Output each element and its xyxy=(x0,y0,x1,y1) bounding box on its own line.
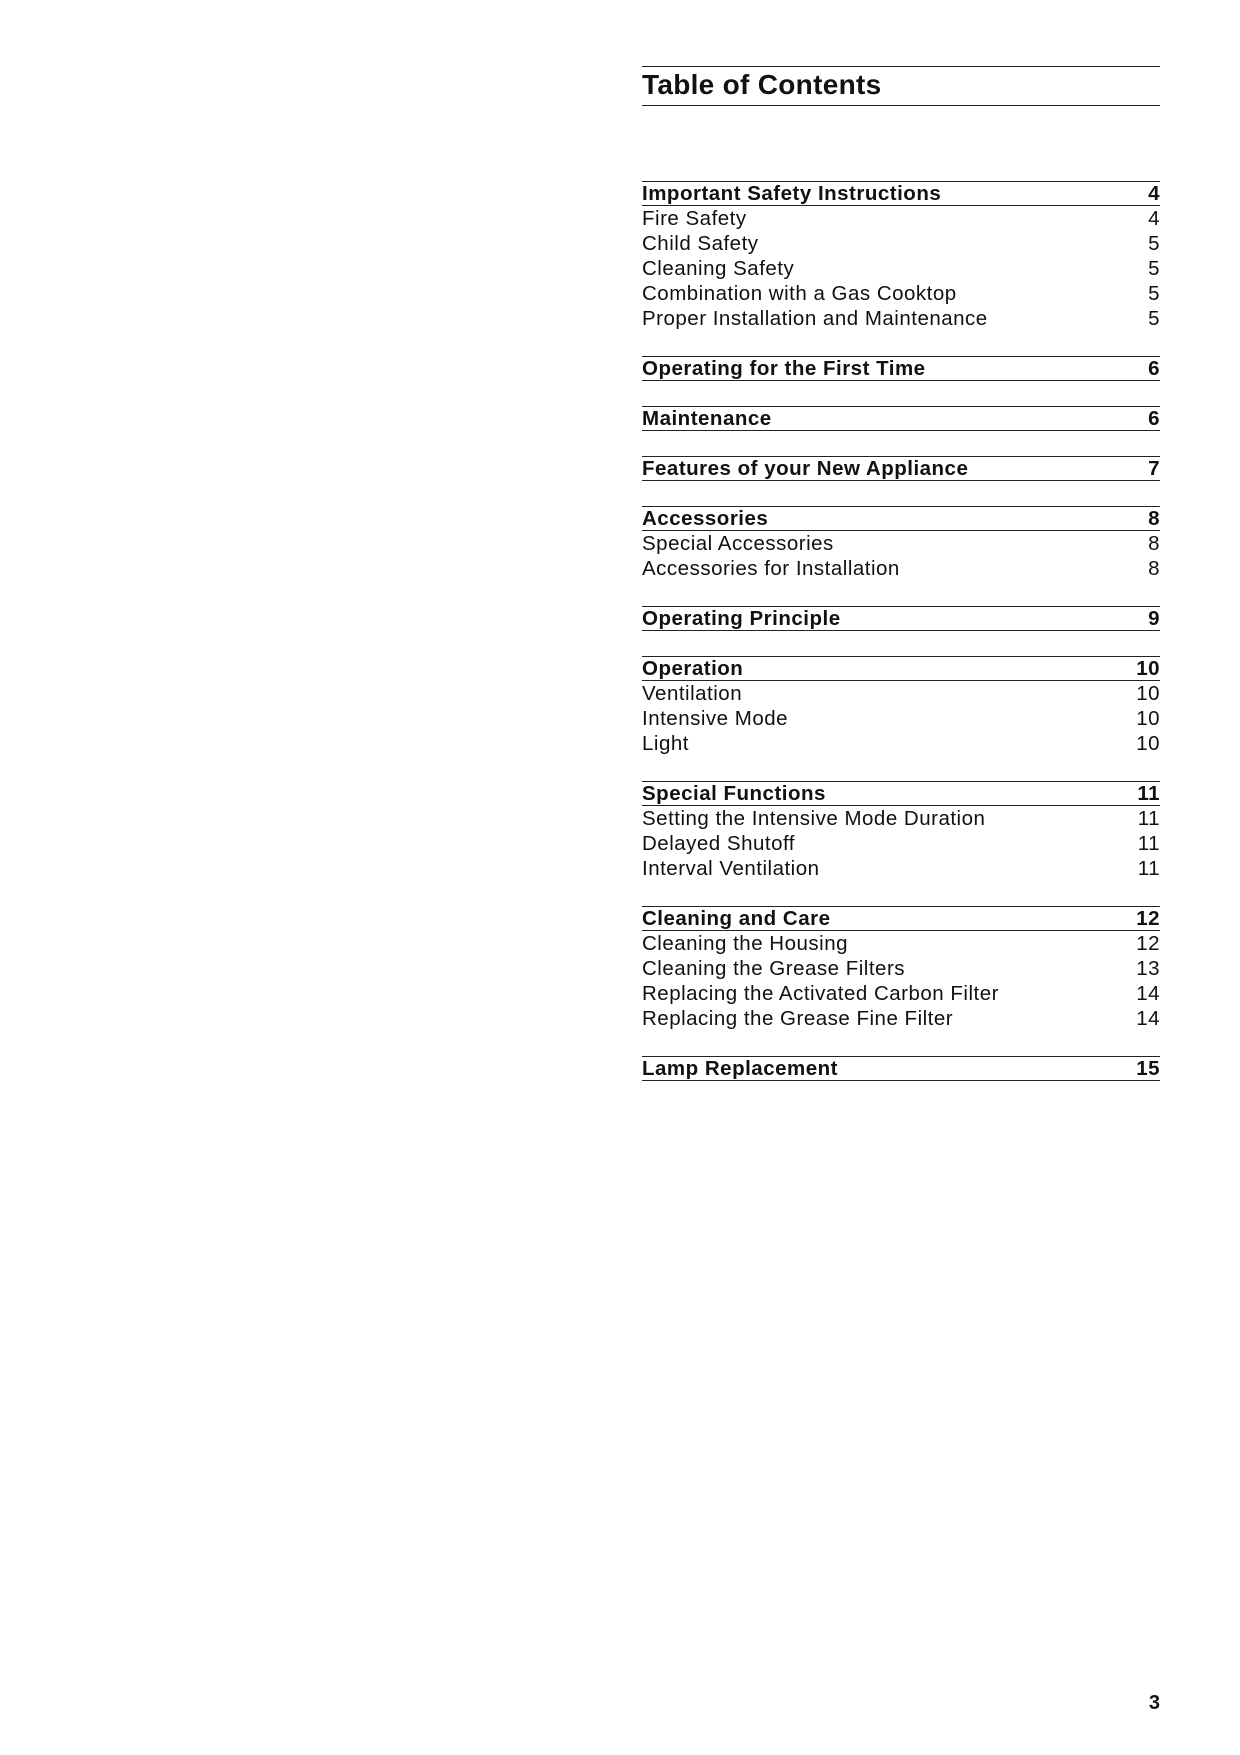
toc-section xyxy=(642,356,1160,381)
toc-heading-page: 15 xyxy=(1136,1057,1160,1080)
toc-entry[interactable] xyxy=(642,981,1160,1006)
toc-section-heading[interactable] xyxy=(642,656,1160,681)
toc-header xyxy=(642,66,1160,106)
toc-heading-page: 9 xyxy=(1148,607,1160,630)
toc-entry-label: Child Safety xyxy=(642,232,759,255)
toc-entry-label: Intensive Mode xyxy=(642,707,789,730)
toc-section xyxy=(642,406,1160,431)
toc-heading-label: Maintenance xyxy=(642,407,772,430)
toc-entry-label: Delayed Shutoff xyxy=(642,832,796,855)
toc-entry-page: 8 xyxy=(1148,532,1160,555)
toc-entry-page: 10 xyxy=(1136,732,1160,755)
toc-entry-page: 11 xyxy=(1137,807,1160,830)
toc-entry-label: Interval Ventilation xyxy=(642,857,820,880)
toc-heading-label: Operation xyxy=(642,657,744,680)
toc-section xyxy=(642,606,1160,631)
toc-section xyxy=(642,181,1160,331)
toc-entry-label: Combination with a Gas Cooktop xyxy=(642,282,957,305)
toc-heading-page: 11 xyxy=(1137,782,1160,805)
toc-heading-label: Features of your New Appliance xyxy=(642,457,969,480)
toc-entry-label: Cleaning Safety xyxy=(642,257,795,280)
toc-section xyxy=(642,506,1160,581)
toc-entry-page: 4 xyxy=(1148,207,1160,230)
toc-section-heading[interactable] xyxy=(642,181,1160,206)
toc-entry-page: 12 xyxy=(1136,932,1160,955)
toc-entry[interactable] xyxy=(642,256,1160,281)
toc-entry-page: 8 xyxy=(1148,557,1160,580)
toc-entry[interactable] xyxy=(642,231,1160,256)
toc-heading-page: 6 xyxy=(1148,407,1160,430)
toc-entry-page: 5 xyxy=(1148,257,1160,280)
toc-heading-page: 8 xyxy=(1148,507,1160,530)
toc-entry-label: Cleaning the Housing xyxy=(642,932,849,955)
toc-section-heading[interactable] xyxy=(642,606,1160,631)
toc-section-heading[interactable] xyxy=(642,1056,1160,1081)
toc-entry-label: Setting the Intensive Mode Duration xyxy=(642,807,986,830)
toc-section xyxy=(642,656,1160,756)
toc-entry-label: Accessories for Installation xyxy=(642,557,900,580)
toc-heading-label: Special Functions xyxy=(642,782,826,805)
toc-entry[interactable] xyxy=(642,281,1160,306)
toc-entry[interactable] xyxy=(642,556,1160,581)
toc-section-heading[interactable] xyxy=(642,356,1160,381)
toc-entry-page: 13 xyxy=(1136,957,1160,980)
toc-entry-page: 11 xyxy=(1137,832,1160,855)
toc-heading-label: Operating Principle xyxy=(642,607,841,630)
page-title: Table of Contents xyxy=(642,69,882,100)
toc-entry-label: Replacing the Grease Fine Filter xyxy=(642,1007,954,1030)
toc-entry-page: 5 xyxy=(1148,232,1160,255)
toc-section xyxy=(642,906,1160,1031)
toc-entry-page: 10 xyxy=(1136,707,1160,730)
table-of-contents xyxy=(642,66,1160,1106)
toc-entry[interactable] xyxy=(642,681,1160,706)
toc-entry[interactable] xyxy=(642,531,1160,556)
toc-entry-page: 5 xyxy=(1148,282,1160,305)
toc-entry[interactable] xyxy=(642,306,1160,331)
toc-heading-label: Cleaning and Care xyxy=(642,907,831,930)
toc-entry-label: Special Accessories xyxy=(642,532,834,555)
toc-heading-label: Accessories xyxy=(642,507,769,530)
page-number: 3 xyxy=(1148,1692,1160,1714)
toc-section xyxy=(642,781,1160,881)
toc-section-heading[interactable] xyxy=(642,781,1160,806)
toc-entry[interactable] xyxy=(642,706,1160,731)
toc-section-heading[interactable] xyxy=(642,456,1160,481)
toc-sections xyxy=(642,181,1160,1081)
toc-entry[interactable] xyxy=(642,806,1160,831)
toc-entry[interactable] xyxy=(642,831,1160,856)
toc-heading-page: 7 xyxy=(1148,457,1160,480)
toc-section-heading[interactable] xyxy=(642,906,1160,931)
toc-entry[interactable] xyxy=(642,1006,1160,1031)
toc-entry-label: Fire Safety xyxy=(642,207,747,230)
toc-heading-page: 12 xyxy=(1136,907,1160,930)
toc-heading-label: Important Safety Instructions xyxy=(642,182,942,205)
toc-heading-page: 10 xyxy=(1136,657,1160,680)
toc-section xyxy=(642,1056,1160,1081)
toc-heading-label: Lamp Replacement xyxy=(642,1057,838,1080)
toc-entry-label: Proper Installation and Maintenance xyxy=(642,307,988,330)
toc-entry[interactable] xyxy=(642,731,1160,756)
toc-entry[interactable] xyxy=(642,931,1160,956)
toc-entry-page: 14 xyxy=(1136,982,1160,1005)
toc-entry-label: Light xyxy=(642,732,689,755)
toc-entry-page: 14 xyxy=(1136,1007,1160,1030)
toc-entry[interactable] xyxy=(642,206,1160,231)
toc-entry[interactable] xyxy=(642,856,1160,881)
toc-entry-label: Ventilation xyxy=(642,682,743,705)
toc-heading-label: Operating for the First Time xyxy=(642,357,926,380)
toc-entry-page: 5 xyxy=(1148,307,1160,330)
toc-entry-page: 10 xyxy=(1136,682,1160,705)
toc-entry-label: Replacing the Activated Carbon Filter xyxy=(642,982,999,1005)
toc-heading-page: 6 xyxy=(1148,357,1160,380)
toc-entry[interactable] xyxy=(642,956,1160,981)
toc-heading-page: 4 xyxy=(1148,182,1160,205)
toc-entry-page: 11 xyxy=(1137,857,1160,880)
toc-section-heading[interactable] xyxy=(642,506,1160,531)
toc-entry-label: Cleaning the Grease Filters xyxy=(642,957,906,980)
toc-section-heading[interactable] xyxy=(642,406,1160,431)
toc-section xyxy=(642,456,1160,481)
